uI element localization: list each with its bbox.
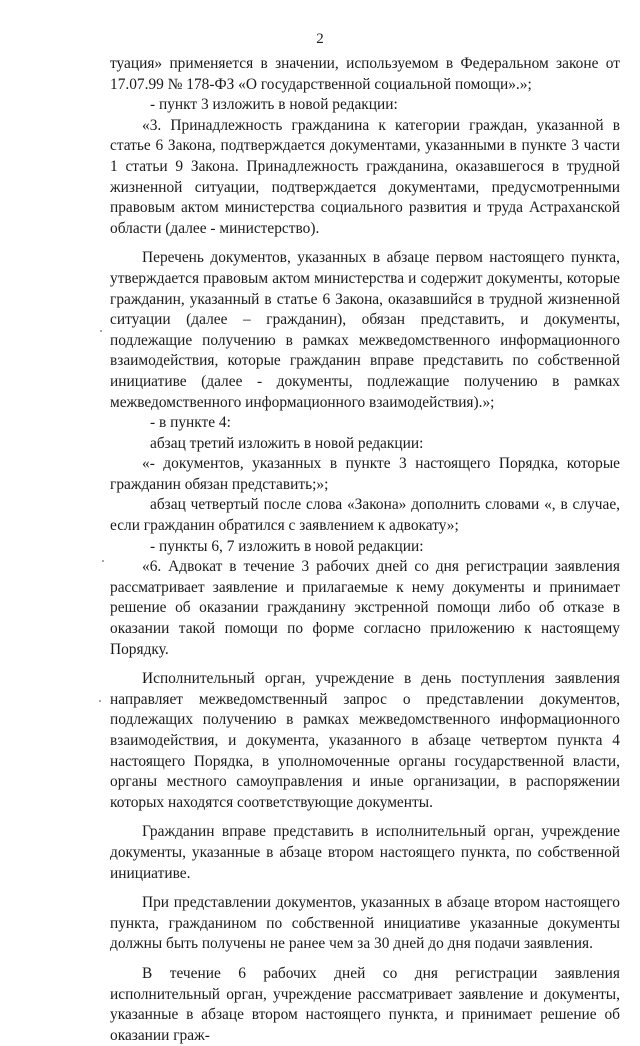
page-number: 2 xyxy=(316,31,324,47)
paragraph: «6. Адвокат в течение 3 рабочих дней со дня регистрации заявления рассматривает заявление и прилагаемые к нему документы и принимает решение об оказании гражданину экстренной помощи либо об отказе в оказании такой помощи по форме согласно приложению к настоящему Порядку. xyxy=(110,558,620,658)
paragraph: «- документов, указанных в пункте 3 настоящего Порядка, которые гражданин обязан представить;»; xyxy=(110,455,620,493)
document-body xyxy=(110,54,620,1046)
paragraph: туация» применяется в значении, используемом в Федеральном законе от 17.07.99 № 178-ФЗ «О государственной социальной помощи».»; xyxy=(110,55,620,93)
paragraph: Перечень документов, указанных в абзаце первом настоящего пункта, утверждается правовым актом министерства и содержит документы, которые гражданин, указанный в статье 6 Закона, оказавшийся в трудной жизненной ситуации (далее – гражданин), обязан представить, и документы, подлежащие получению в рамках межведомственного информационного взаимодействия, которые гражданин вправе представить по собственной инициативе (далее - документы, подлежащие получению в рамках межведомственного информационного взаимодействия).»; xyxy=(110,249,620,411)
scan-speck xyxy=(100,330,102,332)
paragraph: абзац четвертый после слова «Закона» дополнить словами «, в случае, если гражданин обратился с заявлением к адвокату»; xyxy=(110,496,620,535)
paragraph: - пункты 6, 7 изложить в новой редакции: xyxy=(150,537,424,555)
paragraph: Гражданин вправе представить в исполнительный орган, учреждение документы, указанные в абзаце втором настоящего пункта, по собственной инициативе. xyxy=(110,823,620,882)
paragraph: В течение 6 рабочих дней со дня регистрации заявления исполнительный орган, учреждение рассматривает заявление и документы, указанные в абзаце втором настоящего пункта, и принимает решение об оказании граж- xyxy=(110,964,620,1044)
scan-speck xyxy=(102,560,104,562)
scan-speck xyxy=(99,700,101,702)
paragraph: абзац третий изложить в новой редакции: xyxy=(150,434,424,452)
paragraph: - в пункте 4: xyxy=(150,414,231,432)
paragraph: - пункт 3 изложить в новой редакции: xyxy=(150,96,398,114)
paragraph: «3. Принадлежность гражданина к категории граждан, указанной в статье 6 Закона, подтверждается документами, указанными в пункте 3 части 1 статьи 9 Закона. Принадлежность гражданина, оказавшегося в трудной жизненной ситуации, подтверждается документами, предусмотренными правовым актом министерства социального развития и труда Астраханской области (далее - министерство). xyxy=(110,116,620,237)
paragraph: Исполнительный орган, учреждение в день поступления заявления направляет межведомственный запрос о представлении документов, подлежащих получению в рамках межведомственного информационного взаимодействия, и документа, указанного в абзаце четвертом пункта 4 настоящего Порядка, в уполномоченные органы государственной власти, органы местного самоуправления и иные организации, в распоряжении которых находятся соответствующие документы. xyxy=(110,670,620,811)
paragraph: При представлении документов, указанных в абзаце втором настоящего пункта, гражданином по собственной инициативе указанные документы должны быть получены не ранее чем за 30 дней до дня подачи заявления. xyxy=(110,894,620,953)
